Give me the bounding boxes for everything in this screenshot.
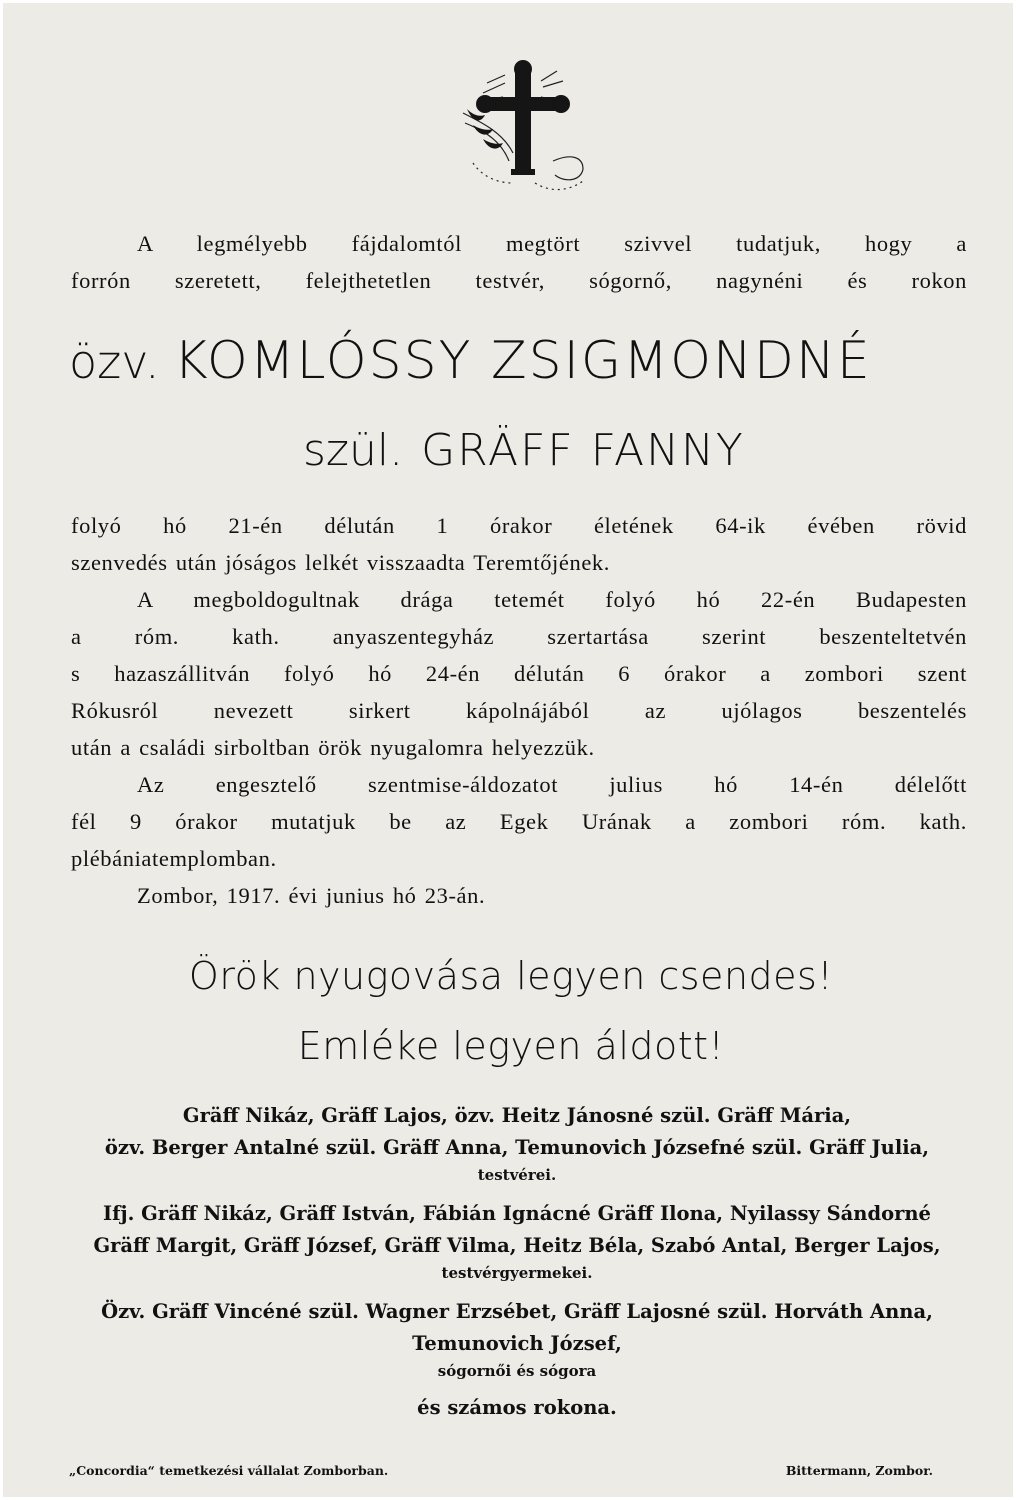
blessing-line-1: Örök nyugovása legyen csendes! [188,954,834,998]
footer-printer: Bittermann, Zombor. [785,1463,933,1478]
body-line: folyó hó 21-én délután 1 órakor életének 64-ik évében rövid [71,513,967,538]
body-line: A megboldogultnak drága tetemét folyó hó 22-én Budapesten [137,587,967,612]
body-line: fél 9 órakor mutatjuk be az Egek Urának a zombori róm. kath. [71,809,967,834]
family-siblings-label: testvérei. [477,1166,557,1184]
cross-icon [443,53,603,203]
body-line: szenvedés után jóságos lelkét visszaadta Teremtőjének. [71,550,610,575]
intro-paragraph [71,225,967,299]
deceased-married-name: KOMLÓSSY ZSIGMONDNÉ [173,331,872,391]
family-relatives: és számos rokona. [417,1396,617,1419]
body-line: a róm. kath. anyaszentegyház szertartása szerint beszenteltetvén [71,624,967,649]
family-inlaws-label: sógornői és sógora [437,1362,597,1380]
maiden-name: GRÄFF FANNY [421,425,745,476]
family-nephews-label: testvérgyermekei. [441,1264,593,1282]
body-line: Rókusról nevezett sirkert kápolnájából az ujólagos beszentelés [71,698,967,723]
family-siblings-2: özv. Berger Antalné szül. Gräff Anna, Temunovich Józsefné szül. Gräff Julia, [104,1136,930,1159]
family-inlaws-1: Özv. Gräff Vincéné szül. Wagner Erzsébet, Gräff Lajosné szül. Horváth Anna, [101,1300,933,1323]
intro-line: A legmélyebb fájdalomtól megtört szivvel tudatjuk, hogy a [137,231,967,256]
intro-line: forrón szeretett, felejthetetlen testvér, sógornő, nagynéni és rokon [71,268,967,293]
deceased-birth-name [303,423,903,479]
widow-prefix: özv. [69,335,160,389]
birth-prefix: szül. [303,425,404,476]
footer-undertaker: „Concordia“ temetkezési vállalat Zomborban. [69,1463,389,1478]
family-nephews-2: Gräff Margit, Gräff József, Gräff Vilma, Heitz Béla, Szabó Antal, Berger Lajos, [93,1234,941,1257]
family-inlaws-2: Temunovich József, [412,1332,622,1355]
body-paragraph [71,507,967,914]
body-line: Az engesztelő szentmise-áldozatot julius hó 14-én délelőtt [137,772,967,797]
family-nephews-1: Ifj. Gräff Nikáz, Gräff István, Fábián Ignácné Gräff Ilona, Nyilassy Sándorné [103,1202,931,1225]
blessing-line-2: Emléke legyen áldott! [297,1024,725,1068]
family-siblings-1: Gräff Nikáz, Gräff Lajos, özv. Heitz Jánosné szül. Gräff Mária, [182,1104,852,1127]
body-line: után a családi sirboltban örök nyugalomra helyezzük. [71,735,595,760]
date-line: Zombor, 1917. évi junius hó 23-án. [137,883,486,908]
body-line: plébániatemplomban. [71,846,277,871]
deceased-name [69,331,969,392]
body-line: s hazaszállitván folyó hó 24-én délután 6 órakor a zombori szent [71,661,967,686]
